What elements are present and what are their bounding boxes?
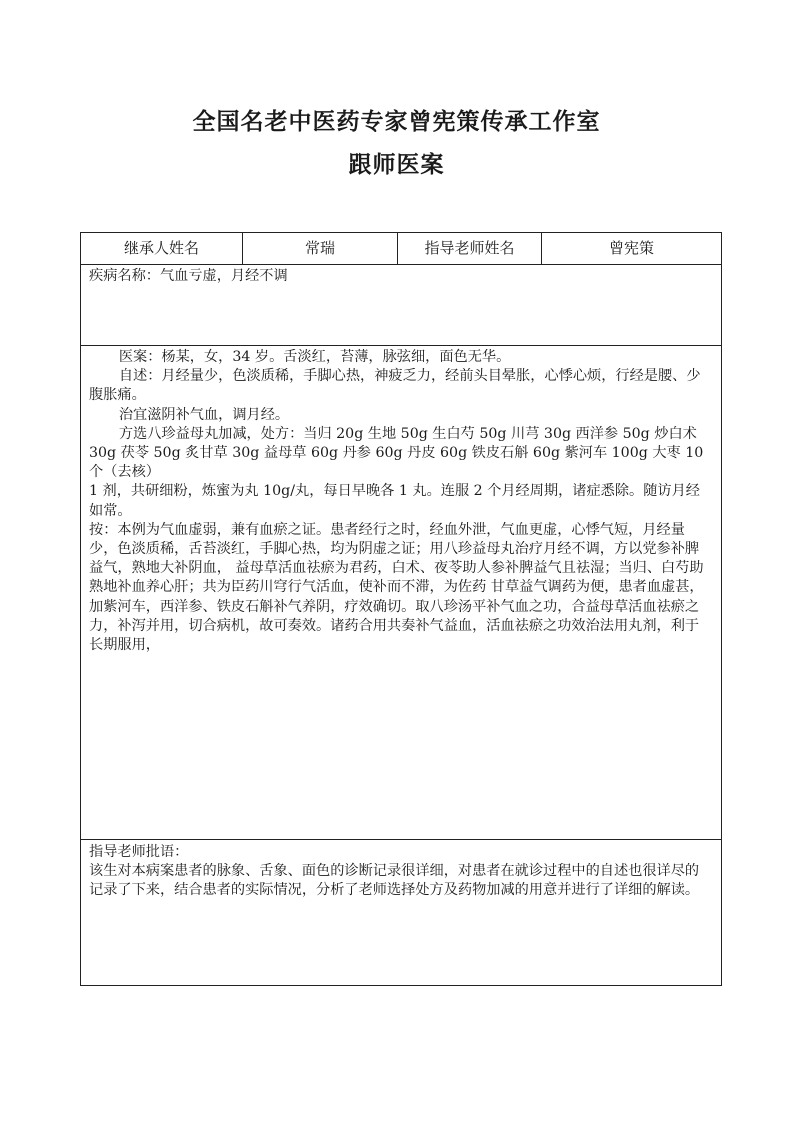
case-line-prescription: 方选八珍益母丸加减，处方：当归 20g 生地 50g 生白芍 50g 川芎 30g 西洋参 50g 炒白术 30g 茯苓 50g 炙甘草 30g 益母草 60g 丹参 60g 丹皮 60g 铁皮石斛 60g 紫河车 100g 大枣 10 个（去核） [89,425,704,481]
teacher-name-label: 指导老师姓名 [397,233,541,264]
page-subtitle: 跟师医案 [348,151,445,178]
case-line-patient: 医案：杨某，女，34 岁。舌淡红，苔薄，脉弦细，面色无华。 [118,349,511,365]
heir-name-value: 常瑞 [242,233,397,264]
disease-name-text: 疾病名称：气血亏虚，月经不调 [89,268,288,284]
page-title: 全国名老中医药专家曾宪策传承工作室 [192,108,601,135]
teacher-name-value: 曾宪策 [541,233,721,264]
heir-name-label: 继承人姓名 [123,239,199,257]
case-line-analysis: 按：本例为气血虚弱，兼有血瘀之证。患者经行之时，经血外泄，气血更虚，心悸气短，月经量少，色淡质稀，舌苔淡红，手脚心热，均为阴虚之证；用八珍益母丸治疗月经不调，方以党参补脾益气，熟地大补阴血， 益母草活血祛瘀为君药，白术、夜苓助人参补脾益气且祛湿；当归、白芍助熟地补血养心肝；共为臣药川穹行气活血，使补而不滞，为佐药 甘草益气调药为便，患者血虚甚，加紫河车，西洋参、铁皮石斛补气养阴，疗效确切。取八珍汤平补气血之功，合益母草活血祛瘀之力，补泻并用，切合病机，故可奏效。诸药合用共奏补气益血，活血祛瘀之功效治法用丸剂，利于长期服用， [89,521,704,654]
case-line-treatment: 治宜滋阴补气血，调月经。 [118,406,290,423]
case-section [81,346,721,840]
case-line-dosage: 1 剂，共研细粉，炼蜜为丸 10g/丸，每日早晚各 1 丸。连服 2 个月经周期，诸症悉除。随访月经如常。 [89,483,700,519]
disease-section [81,265,721,346]
comment-section [81,840,721,985]
comment-text: 该生对本病案患者的脉象、舌象、面色的诊断记录很详细，对患者在就诊过程中的自述也很详尽的记录了下来，结合患者的实际情况，分析了老师选择处方及药物加减的用意并进行了详细的解读。 [89,863,700,899]
case-line-complaint: 自述：月经量少，色淡质稀，手脚心热，神疲乏力，经前头目晕胀，心悸心烦，行经是腰、少腹胀痛。 [89,368,701,404]
comment-label: 指导老师批语： [89,844,189,860]
case-record-form [80,232,722,986]
info-row [81,233,721,265]
